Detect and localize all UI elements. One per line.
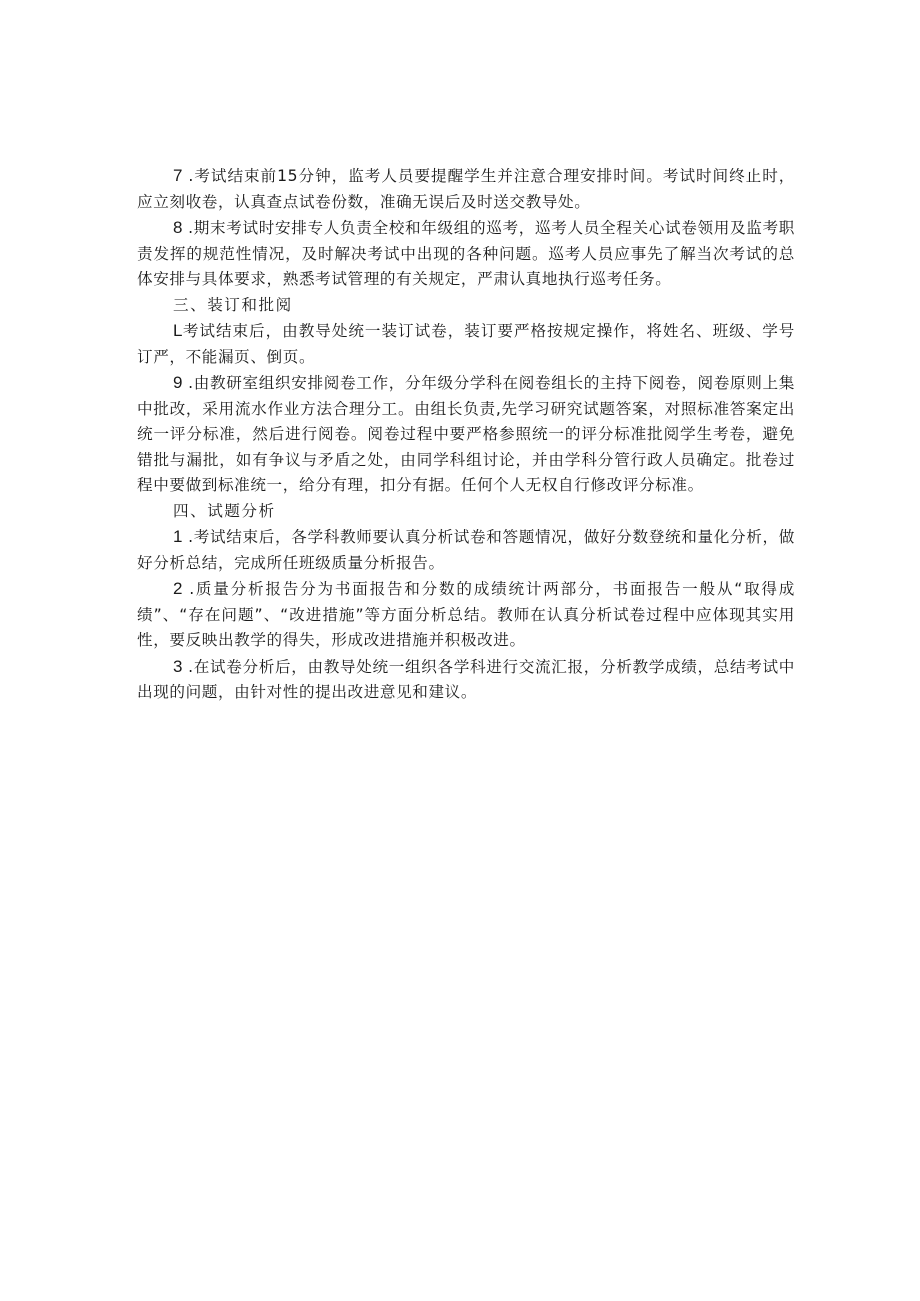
paragraph-text: .考试结束前15分钟，监考人员要提醒学生并注意合理安排时间。考试时间终止时，应立刻收卷，认真查点试卷份数，准确无误后及时送交教导处。: [137, 167, 795, 211]
section-heading-binding-and-marking: 三、装订和批阅: [173, 295, 293, 314]
paragraph-text: .质量分析报告分为书面报告和分数的成绩统计两部分，书面报告一般从“取得成绩”、“存在问题”、“改进措施”等方面分析总结。教师在认真分析试卷过程中应体现其实用性，要反映出教学的得失，形成改进措施并积极改进。: [137, 580, 795, 649]
paragraph-9: [137, 370, 795, 499]
paragraph-text: .考试结束后，各学科教师要认真分析试卷和答题情况，做好分数登统和量化分析，做好分析总结，完成所任班级质量分析报告。: [137, 528, 795, 572]
item-number: L: [173, 321, 183, 340]
paragraph-3: [137, 654, 795, 706]
paragraph-1: [137, 524, 795, 576]
paragraph-text: .期末考试时安排专人负责全校和年级组的巡考，巡考人员全程关心试卷领用及监考职责发挥的规范性情况，及时解决考试中出现的各种问题。巡考人员应事先了解当次考试的总体安排与具体要求，熟悉考试管理的有关规定，严肃认真地执行巡考任务。: [137, 219, 795, 288]
item-number: 8: [173, 218, 183, 237]
paragraph-text: .在试卷分析后，由教导处统一组织各学科进行交流汇报，分析教学成绩，总结考试中出现的问题，由针对性的提出改进意见和建议。: [137, 657, 795, 701]
section-heading-exam-analysis: 四、试题分析: [173, 501, 276, 520]
paragraph-L: [137, 318, 795, 370]
item-number: 9: [173, 373, 183, 392]
item-number: 2: [173, 579, 183, 598]
paragraph-7: [137, 163, 795, 215]
item-number: 1: [173, 527, 183, 546]
paragraph-text: 考试结束后，由教导处统一装订试卷，装订要严格按规定操作，将姓名、班级、学号订严，不能漏页、倒页。: [137, 322, 795, 366]
document-body: [137, 163, 795, 706]
item-number: 3: [173, 656, 183, 676]
paragraph-text: .由教研室组织安排阅卷工作，分年级分学科在阅卷组长的主持下阅卷，阅卷原则上集中批改，采用流水作业方法合理分工。由组长负责,先学习研究试题答案，对照标准答案定出统一评分标准，然后进行阅卷。阅卷过程中要严格参照统一的评分标准批阅学生考卷，避免错批与漏批，如有争议与矛盾之处，由同学科组讨论，并由学科分管行政人员确定。批卷过程中要做到标准统一，给分有理，扣分有据。任何个人无权自行修改评分标准。: [137, 374, 795, 494]
paragraph-8: [137, 215, 795, 293]
item-number: 7: [173, 166, 183, 185]
paragraph-2: [137, 576, 795, 654]
